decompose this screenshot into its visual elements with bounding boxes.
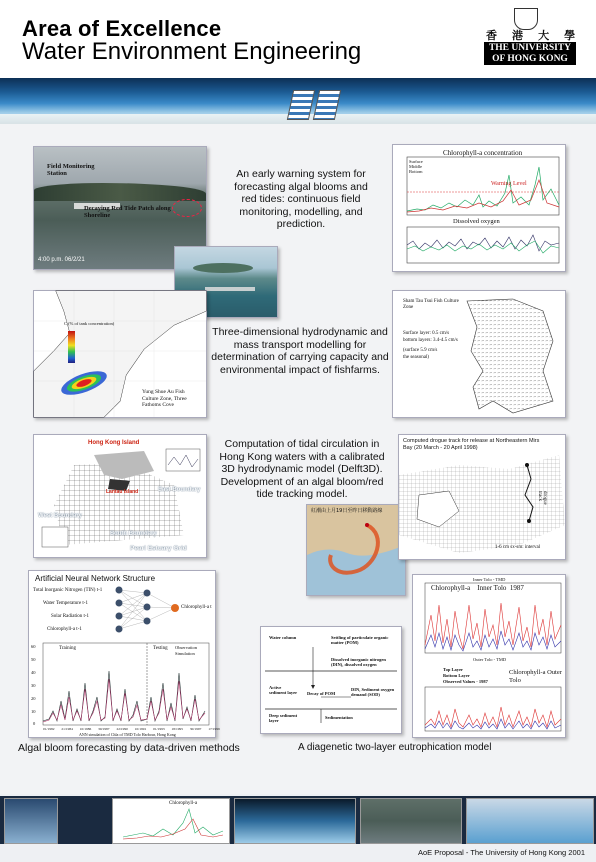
ann-legend-observation: Observation	[175, 645, 197, 650]
chl-legend-surface: Surface	[409, 159, 423, 164]
photo-label-station: Field Monitoring Station	[47, 163, 95, 177]
section4-caption-right: A diagenetic two-layer eutrophication model	[298, 742, 492, 753]
flow-note-4: the seasonal)	[403, 355, 429, 360]
tolo-chlorophyll-chart	[412, 574, 566, 738]
eutro-label-sedimentation: Sedimentation	[325, 715, 353, 720]
flow-vector-map	[392, 290, 566, 418]
fishfarm-zone-label: Yung Shue Au Fish Culture Zone, Three Fathoms Cove	[142, 389, 187, 408]
drogue-scale-label: 1-6 cm sx-sm: interval	[495, 545, 541, 550]
poster-header	[0, 0, 596, 78]
poster-subtitle: Water Environment Engineering	[22, 38, 362, 65]
grid-label-lantau: Lantau Island	[106, 489, 139, 495]
grid-label-hk-island: Hong Kong Island	[88, 440, 140, 446]
red-tide-route-map	[306, 504, 406, 596]
ann-xtick: 30/1987	[98, 727, 110, 731]
strip-3d-model	[466, 798, 594, 844]
university-logo	[484, 42, 576, 65]
ann-xtick: 01/1982	[43, 727, 55, 731]
ann-input-2: Water Temperature t-1	[43, 601, 88, 606]
grid-label-east-boundary: East Boundary	[158, 487, 201, 493]
red-tide-map-plot	[307, 505, 405, 595]
ann-ytick-40: 40	[31, 670, 36, 675]
ann-xtick: 30/1997	[189, 727, 202, 731]
drogue-side-label: drogue track	[537, 491, 547, 505]
ann-input-1: Total Inorganic Nitrogen (TIN) t-1	[33, 588, 103, 593]
drogue-track-map	[398, 434, 566, 560]
ann-ytick-20: 20	[31, 696, 36, 701]
beach-banner-image	[0, 78, 596, 124]
ann-xtick: 18/1995	[171, 727, 183, 731]
strip-photo	[4, 798, 58, 844]
ann-ytick-50: 50	[31, 657, 36, 662]
tolo-bottom-title: Outer Tolo - TMD	[473, 657, 507, 662]
ann-legend-simulation: Simulation	[175, 651, 195, 656]
fishfarm-concentration-map	[33, 290, 207, 418]
eutro-label-din: Dissolved inorganic nitrogen (DIN), dissolved oxygen	[331, 657, 386, 667]
flow-note-1: Surface layer: 0.5 cm/s	[403, 331, 450, 336]
tolo-legend-bottom: Bottom Layer	[443, 673, 470, 678]
drogue-map-title: Computed drogue track for release at Northeastern Mirs Bay (20 March - 20 April 1998)	[403, 438, 540, 451]
photo-timestamp: 4:00 p.m. 06/2/21	[38, 257, 85, 263]
ann-xtick: 10/1991	[134, 727, 147, 731]
university-line-1: THE UNIVERSITY	[488, 43, 572, 53]
footer-image-strip	[0, 796, 596, 844]
chl-do-subtitle: Dissolved oxygen	[453, 218, 500, 225]
footer-text: AoE Proposal - The University of Hong Kong 2001	[417, 848, 585, 857]
ann-footnote: ANN simulation of Chla of TMD Tolo Harbour, Hong Kong	[79, 732, 176, 737]
eutro-label-sod: DIN, Sediment oxygen demand (SOD)	[351, 687, 395, 697]
strip-monitoring-photo	[360, 798, 462, 844]
chl-legend-bottom: Bottom	[409, 169, 423, 174]
red-tide-map-title: 紅潮由上月19日至昨日移動路線	[311, 508, 383, 514]
strip-chart-title: Chlorophyll-a	[169, 801, 198, 806]
grid-label-south-boundary: South Boundary	[110, 531, 157, 537]
section2-caption: Three-dimensional hydrodynamic and mass transport modelling for determination of carrying capacity and environmental impact of fishfarms.	[211, 326, 389, 376]
ann-ytick-60: 60	[31, 644, 36, 649]
ann-title: Artificial Neural Network Structure	[35, 574, 156, 583]
ann-xtick: 01/1993	[153, 727, 165, 731]
section1-caption: An early warning system for forecasting algal blooms and red tides: continuous field monitoring, modelling, and prediction.	[234, 168, 368, 230]
university-name-chinese: 香 港 大 學	[486, 30, 582, 42]
university-line-2: OF HONG KONG	[492, 53, 568, 64]
eutro-label-active: Active sediment layer	[269, 685, 298, 695]
chl-chart-title: Chlorophyll-a concentration	[443, 149, 523, 157]
ann-xtick: 10/1986	[79, 727, 92, 731]
eutrophication-diagram	[260, 626, 402, 734]
section3-caption: Computation of tidal circulation in Hong Kong waters with a calibrated 3D hydrodynamic model (Delft3D). Development of an algal bloom/red tide tracking model.	[219, 438, 385, 500]
chl-chart-plot	[393, 145, 565, 271]
ann-xtick: 21/1984	[61, 727, 73, 731]
tolo-legend-top: Top Layer	[443, 667, 463, 672]
chl-warning-label: Warning Level	[491, 181, 527, 187]
flow-note-3: (surface 5.9 cm/s	[403, 348, 438, 353]
strip-chart	[112, 798, 230, 844]
eutro-label-deep: Deep sediment layer	[269, 713, 298, 723]
grid-label-west-boundary: West Boundary	[38, 513, 82, 519]
eutro-label-settling: Settling of particulate organic matter (POM)	[331, 635, 389, 645]
pearl-estuary-grid-map	[33, 434, 207, 558]
fishfarm-legend-title: C (% of tank concentration)	[64, 321, 115, 326]
ann-input-4: Chlorophyll-a t-1	[47, 627, 82, 632]
eutro-label-water: Water column	[269, 635, 297, 640]
tolo-outer-label: Chlorophyll-a Outer Tolo	[509, 669, 562, 684]
photo-label-patch: Decaying Red Tide Patch along Shoreline	[84, 205, 171, 219]
chl-legend-middle: Middle	[409, 164, 422, 169]
ann-output: Chlorophyll-a t	[181, 605, 212, 610]
ann-ytick-30: 30	[31, 683, 36, 688]
tolo-legend-observed: Observed Values - 1987	[443, 679, 488, 684]
ann-xtick: 22/1990	[116, 727, 128, 731]
ann-input-3: Solar Radiation t-1	[51, 614, 90, 619]
flow-note-2: bottom layers: 3.4-4.5 cm/s	[403, 338, 458, 343]
ann-chart-panel	[28, 570, 220, 738]
ann-ytick-0: 0	[33, 721, 36, 726]
tolo-top-title: Inner Tolo - TMD	[473, 577, 506, 582]
strip-wave-photo	[234, 798, 356, 844]
ann-training-label: Training	[59, 646, 77, 651]
tolo-chart-plot	[413, 575, 565, 737]
chlorophyll-chart	[392, 144, 566, 272]
ann-testing-label: Testing	[153, 646, 168, 651]
tolo-inner-label: Chlorophyll-a Inner Tolo 1987	[431, 584, 524, 592]
grid-map-plot	[34, 435, 206, 557]
eutro-label-decay: Decay of POM	[307, 691, 336, 696]
section4-caption-left: Algal bloom forecasting by data-driven methods	[18, 742, 240, 754]
poster-title: Area of Excellence	[22, 16, 222, 41]
flow-zone-label: Sham Tau Tsui Fish Culture Zone	[403, 299, 459, 310]
ann-xticks	[43, 727, 220, 731]
grid-label-pearl-estuary: Pearl Estuary Grid	[130, 545, 187, 552]
ann-ytick-10: 10	[31, 709, 36, 714]
ann-xtick: 17/1999	[208, 727, 220, 731]
strip-chart-plot	[113, 799, 229, 843]
